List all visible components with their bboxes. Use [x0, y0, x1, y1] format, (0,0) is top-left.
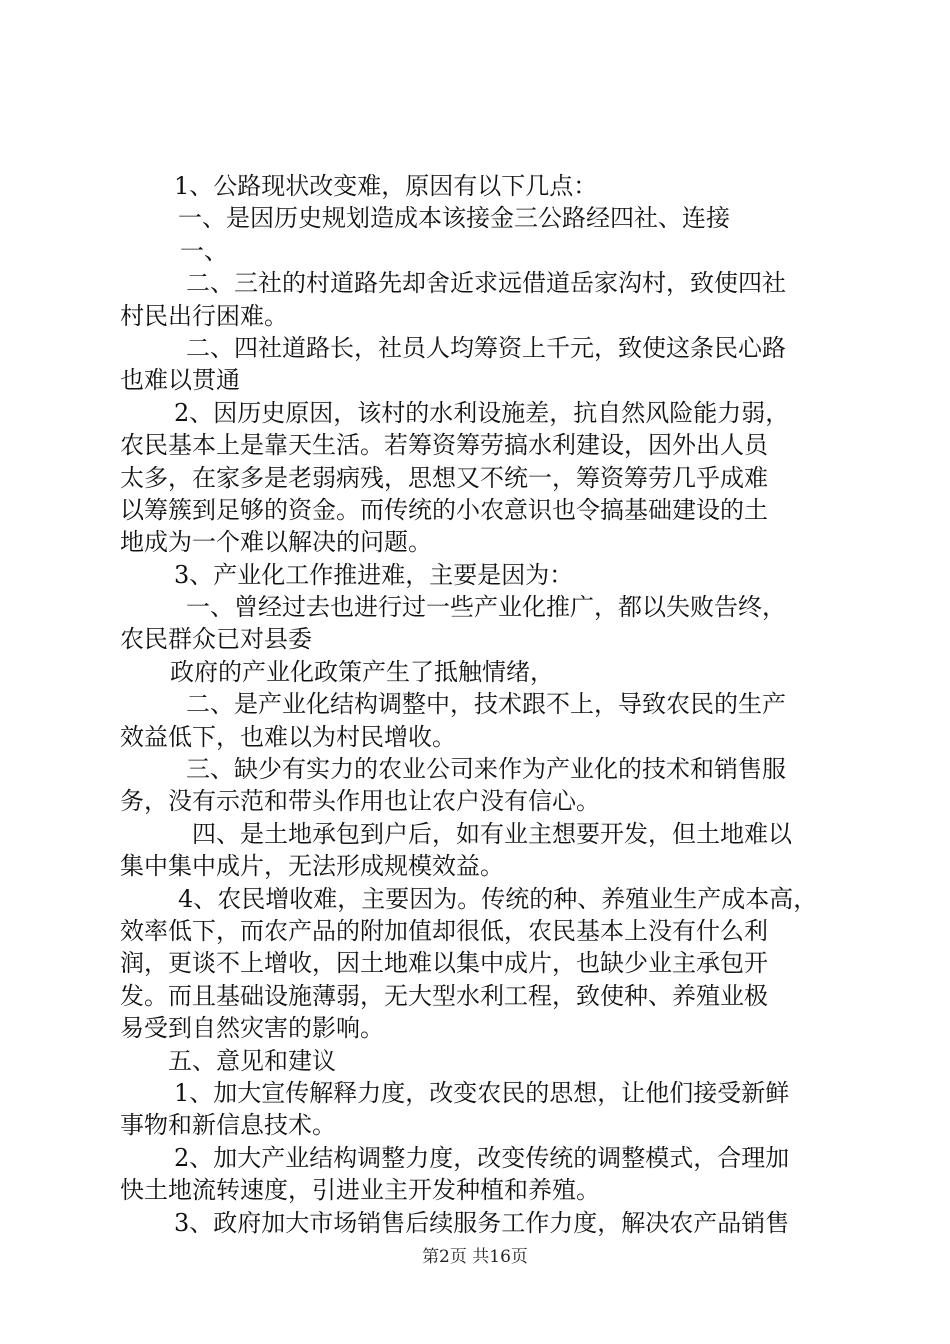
text-line: 一、曾经过去也进行过一些产业化推广，都以失败告终，	[186, 593, 786, 622]
text-line: 润，更谈不上增收，因土地难以集中成片，也缺少业主承包开	[120, 949, 768, 978]
section-heading: 五、意见和建议	[168, 1046, 336, 1075]
text-line: 太多，在家多是老弱病残，思想又不统一，筹资筹劳几乎成难	[120, 463, 768, 492]
text-line: 易受到自然灾害的影响。	[120, 1014, 384, 1043]
text-line: 地成为一个难以解决的问题。	[120, 528, 432, 557]
text-line: 农民基本上是靠天生活。若筹资筹劳搞水利建设，因外出人员	[120, 431, 768, 460]
text-line: 二、四社道路长，社员人均筹资上千元，致使这条民心路	[186, 333, 786, 362]
text-line: 也难以贯通	[120, 366, 240, 395]
text-line: 二、三社的村道路先却舍近求远借道岳家沟村，致使四社	[186, 269, 786, 298]
text-line: 2、加大产业结构调整力度，改变传统的调整模式，合理加	[174, 1143, 790, 1172]
text-line: 1、公路现状改变难，原因有以下几点：	[174, 172, 598, 200]
text-line: 快土地流转速度，引进业主开发种植和养殖。	[120, 1176, 600, 1205]
text-line: 二、是产业化结构调整中，技术跟不上，导致农民的生产	[186, 690, 786, 719]
text-line: 四、是土地承包到户后，如有业主想要开发，但土地难以	[192, 819, 792, 848]
text-line: 务，没有示范和带头作用也让农户没有信心。	[120, 787, 600, 816]
text-line: 村民出行困难。	[120, 301, 288, 330]
page-number-footer: 第2页 共16页	[422, 1247, 528, 1267]
text-line: 1、加大宣传解释力度，改变农民的思想，让他们接受新鲜	[174, 1078, 790, 1107]
text-line: 一、是因历史规划造成本该接金三公路经四社、连接	[178, 204, 730, 233]
text-line: 以筹簇到足够的资金。而传统的小农意识也令搞基础建设的土	[120, 495, 768, 524]
document-body	[120, 170, 850, 1239]
text-line: 集中集中成片，无法形成规模效益。	[120, 852, 504, 881]
text-line: 效率低下，而农产品的附加值却很低，农民基本上没有什么利	[120, 916, 768, 945]
text-line: 发。而且基础设施薄弱，无大型水利工程，致使种、养殖业极	[120, 981, 768, 1010]
text-line: 事物和新信息技术。	[120, 1111, 336, 1140]
text-line: 3、产业化工作推进难，主要是因为：	[174, 560, 574, 589]
text-line: 3、政府加大市场销售后续服务工作力度，解决农产品销售	[174, 1208, 790, 1237]
text-line: 农民群众已对县委	[120, 625, 312, 654]
text-line: 政府的产业化政策产生了抵触情绪，	[170, 657, 554, 686]
text-line: 4、农民增收难，主要因为。传统的种、养殖业生产成本高，	[178, 884, 818, 913]
text-line: 2、因历史原因，该村的水利设施差，抗自然风险能力弱，	[174, 398, 790, 427]
text-line: 三、缺少有实力的农业公司来作为产业化的技术和销售服	[186, 755, 786, 784]
text-line: 一、	[180, 236, 228, 265]
text-line: 效益低下，也难以为村民增收。	[120, 722, 456, 751]
